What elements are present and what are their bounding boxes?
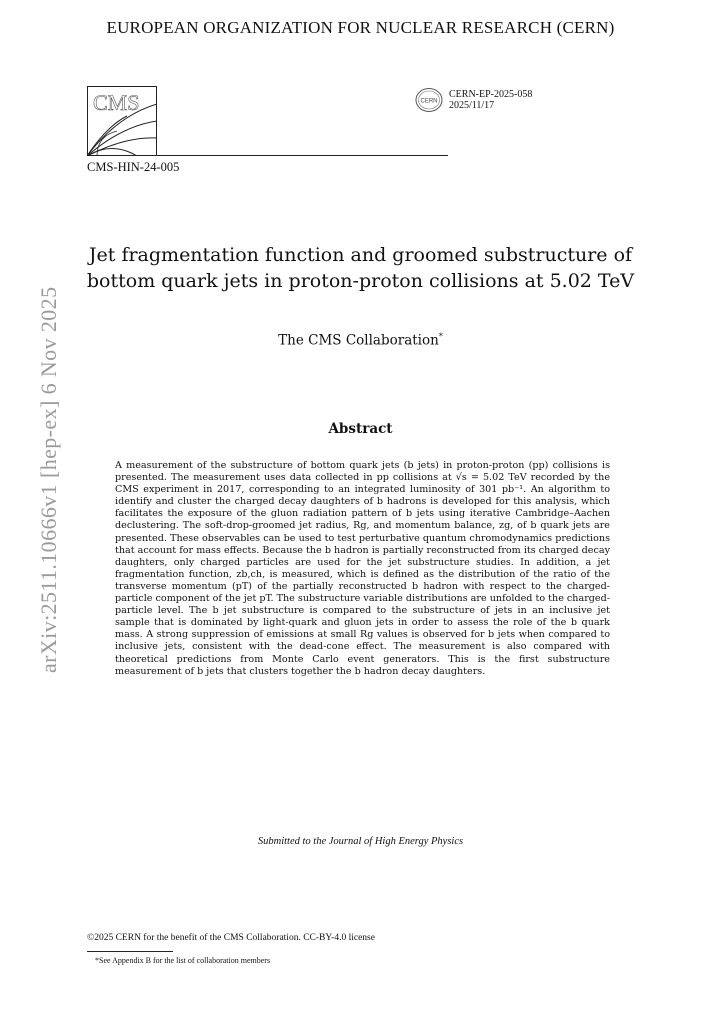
abstract-heading: Abstract xyxy=(328,421,393,437)
cern-logo xyxy=(414,87,444,113)
cms-logo xyxy=(87,86,157,156)
header-rule xyxy=(157,155,448,156)
title-line: Jet fragmentation function and groomed substructure of xyxy=(88,244,633,266)
footnote-rule xyxy=(87,951,173,952)
cms-logo-lettering: CMS xyxy=(93,90,140,115)
report-date: 2025/11/17 xyxy=(449,100,495,111)
arxiv-stamp-text: arXiv:2511.10666v1 [hep-ex] 6 Nov 2025 xyxy=(36,286,61,673)
abstract-body xyxy=(115,460,610,678)
abstract-text: A measurement of the substructure of bottom quark jets (b jets) in proton-proton (pp) collisions is presented. The measurement uses data collected in pp collisions at √s = 5.02 TeV recorded by the CMS experiment in 2017, corresponding to an integrated luminosity of 301 pb⁻¹. An algorithm to identify and cluster the charged decay daughters of b hadrons is developed for this analysis, which facilitates the exposure of the gluon radiation pattern of b jets using iterative Cambridge–Aachen declustering. The soft-drop-groomed jet radius, Rg, and momentum balance, zg, of b quark jets are presented. These observables can be used to test perturbative quantum chromodynamics predictions that account for mass effects. Because the b hadron is partially reconstructed from its charged decay daughters, only charged particles are used for the jet substructure studies. In addition, a jet fragmentation function, zb,ch, is measured, which is defined as the distribution of the ratio of the transverse momentum (pT) of the partially reconstructed b hadron with respect to the charged-particle component of the jet pT. The substructure variable distributions are unfolded to the charged-particle level. The b jet substructure is compared to the substructure of jets in an inclusive jet sample that is dominated by light-quark and gluon jets in order to assess the role of the b quark mass. A strong suppression of emissions at small Rg values is observed for b jets when compared to inclusive jets, consistent with the dead-cone effect. The measurement is also compared with theoretical predictions from Monte Carlo event generators. This is the first substructure measurement of b jets that clusters together the b hadron decay daughters. xyxy=(115,460,610,677)
license-line: ©2025 CERN for the benefit of the CMS Collaboration. CC-BY-4.0 license xyxy=(87,933,375,943)
footnote: *See Appendix B for the list of collaboration members xyxy=(95,956,271,965)
cern-logo-lettering: CERN xyxy=(420,98,438,105)
arxiv-stamp xyxy=(36,286,61,673)
report-reference xyxy=(449,89,532,111)
note-id: CMS-HIN-24-005 xyxy=(87,160,180,174)
author-name: The CMS Collaboration xyxy=(278,332,439,349)
organization-header: EUROPEAN ORGANIZATION FOR NUCLEAR RESEARCH (CERN) xyxy=(106,18,615,37)
author-line xyxy=(0,332,721,349)
paper-title xyxy=(60,242,661,294)
submission-note: Submitted to the Journal of High Energy Physics xyxy=(257,836,464,847)
title-line: bottom quark jets in proton-proton collisions at 5.02 TeV xyxy=(86,270,635,292)
report-number: CERN-EP-2025-058 xyxy=(449,89,533,100)
author-footnote-mark: * xyxy=(438,332,443,341)
